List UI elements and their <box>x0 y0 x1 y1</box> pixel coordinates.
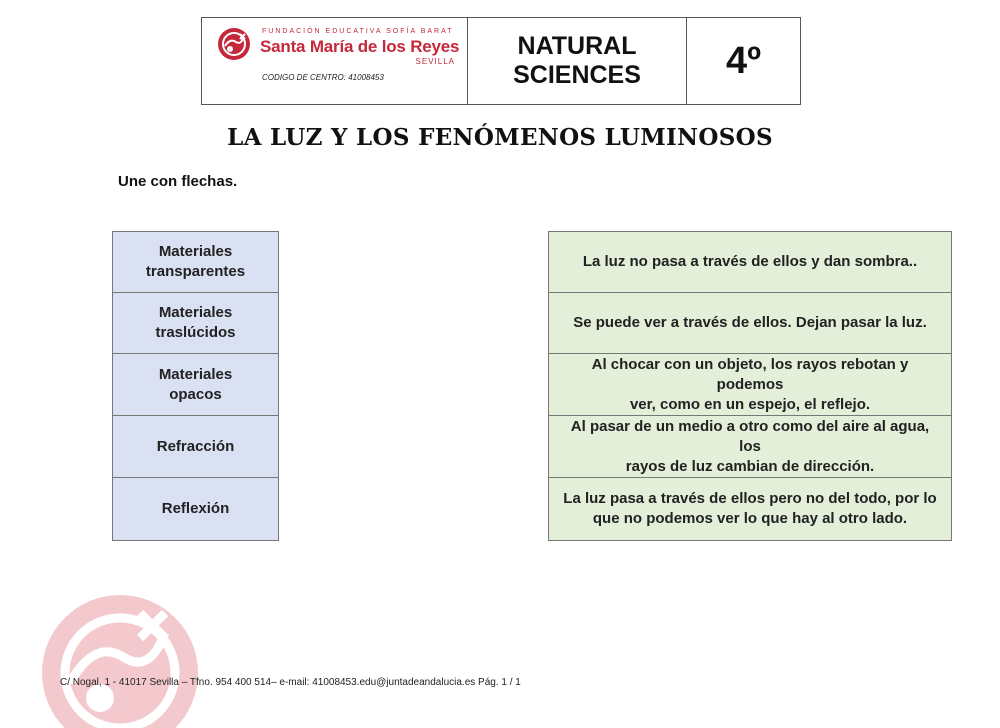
definitions-column <box>548 231 952 541</box>
watermark-emblem-icon <box>30 578 200 728</box>
grade-cell <box>687 18 800 104</box>
definition-item[interactable]: Al chocar con un objeto, los rayos rebotan y podemos ver, como en un espejo, el reflejo. <box>549 354 951 416</box>
subject-cell <box>468 18 687 104</box>
subject-line-2: SCIENCES <box>513 61 641 89</box>
subject-line-1: NATURAL <box>517 32 637 60</box>
concepts-column <box>112 231 279 541</box>
footer-address: C/ Nogal, 1 - 41017 Sevilla – Tfno. 954 400 514– e-mail: 41008453.edu@juntadeandalucia.es Pág. 1 / 1 <box>60 677 521 688</box>
grade-label: 4º <box>725 39 761 82</box>
instruction-text: Une con flechas. <box>118 173 238 190</box>
concept-item[interactable]: Refracción <box>113 416 278 478</box>
school-logo-cell <box>202 18 468 104</box>
school-city: SEVILLA <box>415 57 455 66</box>
concept-item[interactable]: Materiales transparentes <box>113 232 278 293</box>
center-code: CODIGO DE CENTRO: 41008453 <box>262 73 384 82</box>
concept-item[interactable]: Materiales opacos <box>113 354 278 416</box>
page-title: LA LUZ Y LOS FENÓMENOS LUMINOSOS <box>227 124 773 151</box>
foundation-name: FUNDACIÓN EDUCATIVA SOFÍA BARAT <box>262 28 454 35</box>
header-table <box>201 17 801 105</box>
definition-item[interactable]: Al pasar de un medio a otro como del aire al agua, los rayos de luz cambian de dirección. <box>549 416 951 478</box>
school-emblem-icon <box>216 26 252 62</box>
subject-name <box>513 32 641 90</box>
school-name: Santa María de los Reyes <box>260 37 460 56</box>
definition-item[interactable]: Se puede ver a través de ellos. Dejan pasar la luz. <box>549 293 951 354</box>
concept-item[interactable]: Materiales traslúcidos <box>113 293 278 354</box>
definition-item[interactable]: La luz pasa a través de ellos pero no del todo, por lo que no podemos ver lo que hay al otro lado. <box>563 490 937 527</box>
definition-item[interactable]: La luz no pasa a través de ellos y dan sombra.. <box>549 232 951 293</box>
concept-item[interactable]: Reflexión <box>161 500 230 517</box>
